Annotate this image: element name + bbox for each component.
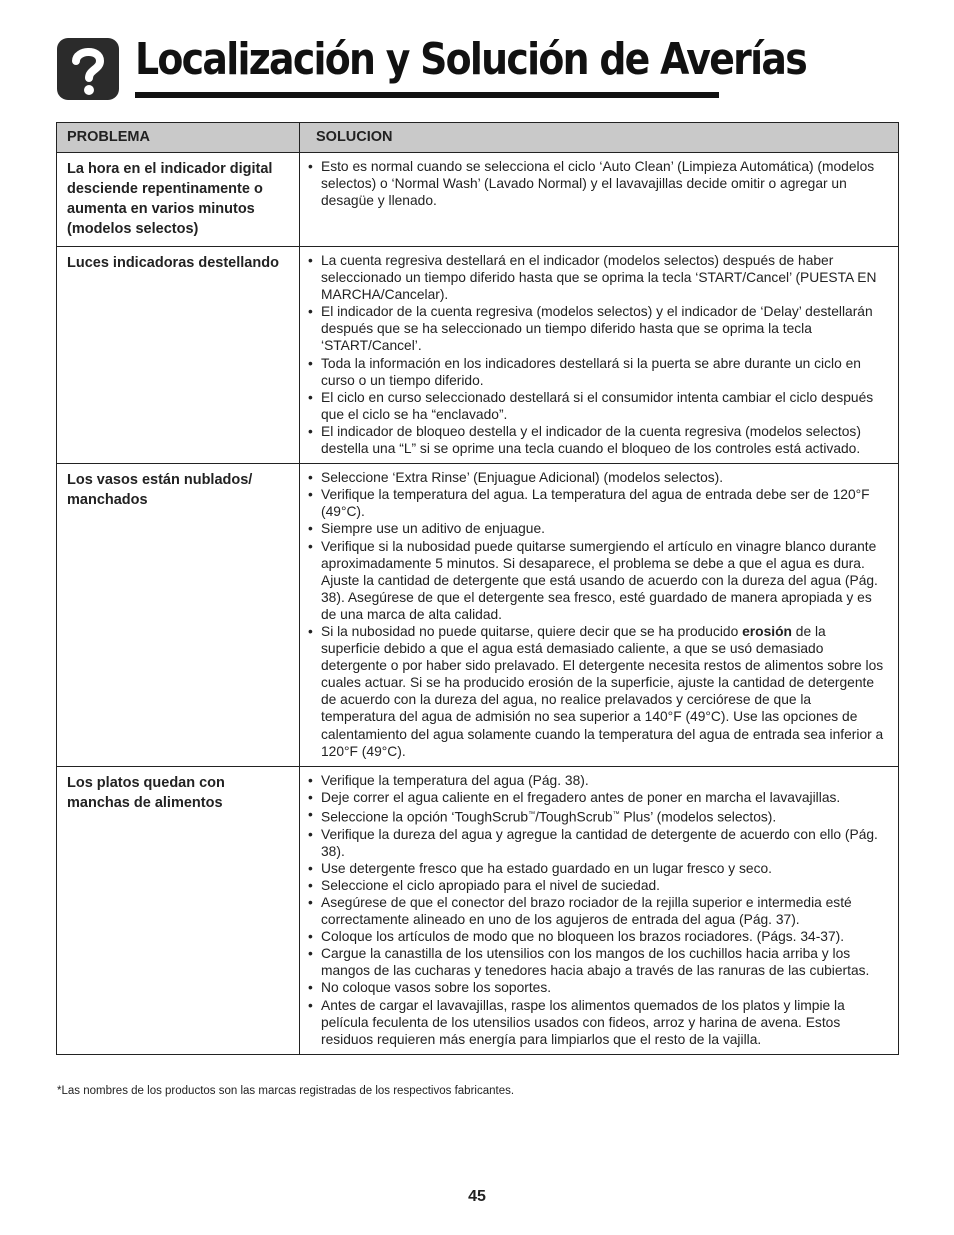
solution-item: • Verifique si la nubosidad puede quitarse sumergiendo el artículo en vinagre blanco durante aproximadamente 5 minutos. Si desaparece, el problema se debe a que el agua es dura. Ajuste la cantidad de detergente que está usando de acuerdo con la dureza del agua (Pág. 38). Asegúrese de que el detergente sea fresco, esté guardado de manera apropiada y es de una marca de alta calidad. — [308, 538, 888, 623]
solution-item — [308, 806, 888, 826]
header-solution: SOLUCION — [300, 123, 899, 153]
solution-item: • Cargue la canastilla de los utensilios con los mangos de los cuchillos hacia arriba y los mangos de las cucharas y tenedores hacia abajo a través de las ranuras de las cubiertas. — [308, 945, 888, 979]
solution-item: • No coloque vasos sobre los soportes. — [308, 979, 888, 996]
title-underline — [135, 92, 719, 98]
solution-list — [308, 469, 888, 760]
solution-item: • Coloque los artículos de modo que no bloqueen los brazos rociadores. (Págs. 34-37). — [308, 928, 888, 945]
solution-item: • Use detergente fresco que ha estado guardado en un lugar fresco y seco. — [308, 860, 888, 877]
solution-item: • Verifique la dureza del agua y agregue la cantidad de detergente de acuerdo con ello (Pág. 38). — [308, 826, 888, 860]
solution-cell — [300, 464, 899, 767]
erosion-text-after: de la superficie debido a que el agua está demasiado caliente, a que se usó demasiado detergente o por haber sido prelavado. El detergente necesita restos de alimentos sobre los cuales actuar. Si se ha producido erosión de la superficie, ajuste la cantidad de detergente de acuerdo con la dureza del agua, no realice prelavados y cerciórese de que la temperatura del agua de admisión no sea superior a 140°F (49°C). Use las opciones de calentamiento del agua solamente cuando la temperatura del agua de entrada sea inferior a 120°F (49°C). — [321, 623, 884, 759]
solution-item: • Seleccione ‘Extra Rinse’ (Enjuague Adicional) (modelos selectos). — [308, 469, 888, 486]
page-number: 45 — [468, 1188, 486, 1205]
solution-item: • Verifique la temperatura del agua (Pág. 38). — [308, 772, 888, 789]
erosion-term: erosión — [742, 623, 792, 639]
solution-item — [308, 623, 888, 760]
table-row — [57, 247, 899, 464]
table-header-row — [57, 123, 899, 153]
solution-cell — [300, 766, 899, 1054]
erosion-text-before: Si la nubosidad no puede quitarse, quiere decir que se ha producido — [321, 623, 743, 639]
solution-item: • Asegúrese de que el conector del brazo rociador de la rejilla superior e intermedia esté correctamente alineado en uno de los agujeros de entrada del agua (Pág. 37). — [308, 894, 888, 928]
solution-item: • El indicador de la cuenta regresiva (modelos selectos) y el indicador de ‘Delay’ destellarán después que se ha seleccionado un tiempo diferido hasta que se oprima la tecla ‘START/Cancel’. — [308, 303, 888, 354]
page-header — [57, 34, 807, 102]
solution-item: • El indicador de bloqueo destella y el indicador de la cuenta regresiva (modelos selectos) destella una “L” si se oprime una tecla cuando el bloqueo de los controles está activado. — [308, 423, 888, 457]
solution-item: • Deje correr el agua caliente en el fregadero antes de poner en marcha el lavavajillas. — [308, 789, 888, 806]
problem-cell: Luces indicadoras destellando — [57, 247, 300, 464]
footnote: *Las nombres de los productos son las marcas registradas de los respectivos fabricantes. — [57, 1085, 515, 1097]
table-row — [57, 153, 899, 247]
solution-item: • Seleccione el ciclo apropiado para el nivel de suciedad. — [308, 877, 888, 894]
solution-cell — [300, 247, 899, 464]
question-mark-icon — [57, 38, 119, 100]
table-row — [57, 766, 899, 1054]
troubleshooting-table — [56, 122, 899, 1055]
toughscrub-text-middle: /ToughScrub — [535, 809, 613, 825]
header-problem: PROBLEMA — [57, 123, 300, 153]
solution-list — [308, 158, 888, 209]
toughscrub-text-after: Plus’ (modelos selectos). — [619, 809, 777, 825]
toughscrub-text-before: Seleccione la opción ‘ToughScrub — [321, 809, 529, 825]
solution-item: • El ciclo en curso seleccionado destellará si el consumidor intenta cambiar el ciclo después que el ciclo se ha “enclavado”. — [308, 389, 888, 423]
solution-item: • Toda la información en los indicadores destellará si la puerta se abre durante un ciclo en curso o un tiempo diferido. — [308, 355, 888, 389]
solution-cell — [300, 153, 899, 247]
table-row — [57, 464, 899, 767]
page-title: Localización y Solución de Averías — [135, 34, 807, 85]
trademark-mark: ™ — [528, 810, 536, 818]
problem-cell: La hora en el indicador digital desciende repentinamente o aumenta en varios minutos (modelos selectos) — [57, 153, 300, 247]
solution-list — [308, 772, 888, 1048]
solution-item: • Esto es normal cuando se selecciona el ciclo ‘Auto Clean’ (Limpieza Automática) (modelos selectos) o ‘Normal Wash’ (Lavado Normal) y el lavavajillas decide omitir o agregar un desagüe y llenado. — [308, 158, 888, 209]
solution-item: • Verifique la temperatura del agua. La temperatura del agua de entrada debe ser de 120°F (49°C). — [308, 486, 888, 520]
problem-cell: Los vasos están nublados/ manchados — [57, 464, 300, 767]
problem-cell: Los platos quedan con manchas de alimentos — [57, 766, 300, 1054]
solution-list — [308, 252, 888, 457]
trademark-mark: ™ — [612, 810, 620, 818]
solution-item: • Antes de cargar el lavavajillas, raspe los alimentos quemados de los platos y limpie la película feculenta de los utensilios usados con fideos, arroz y harina de avena. Estos residuos requieren más energía para limpiarlos que el resto de la vajilla. — [308, 997, 888, 1048]
solution-item: • La cuenta regresiva destellará en el indicador (modelos selectos) después de haber seleccionado un tiempo diferido hasta que se oprima la tecla ‘START/Cancel’ (PUESTA EN MARCHA/Cancelar). — [308, 252, 888, 303]
solution-item: • Siempre use un aditivo de enjuague. — [308, 520, 888, 537]
